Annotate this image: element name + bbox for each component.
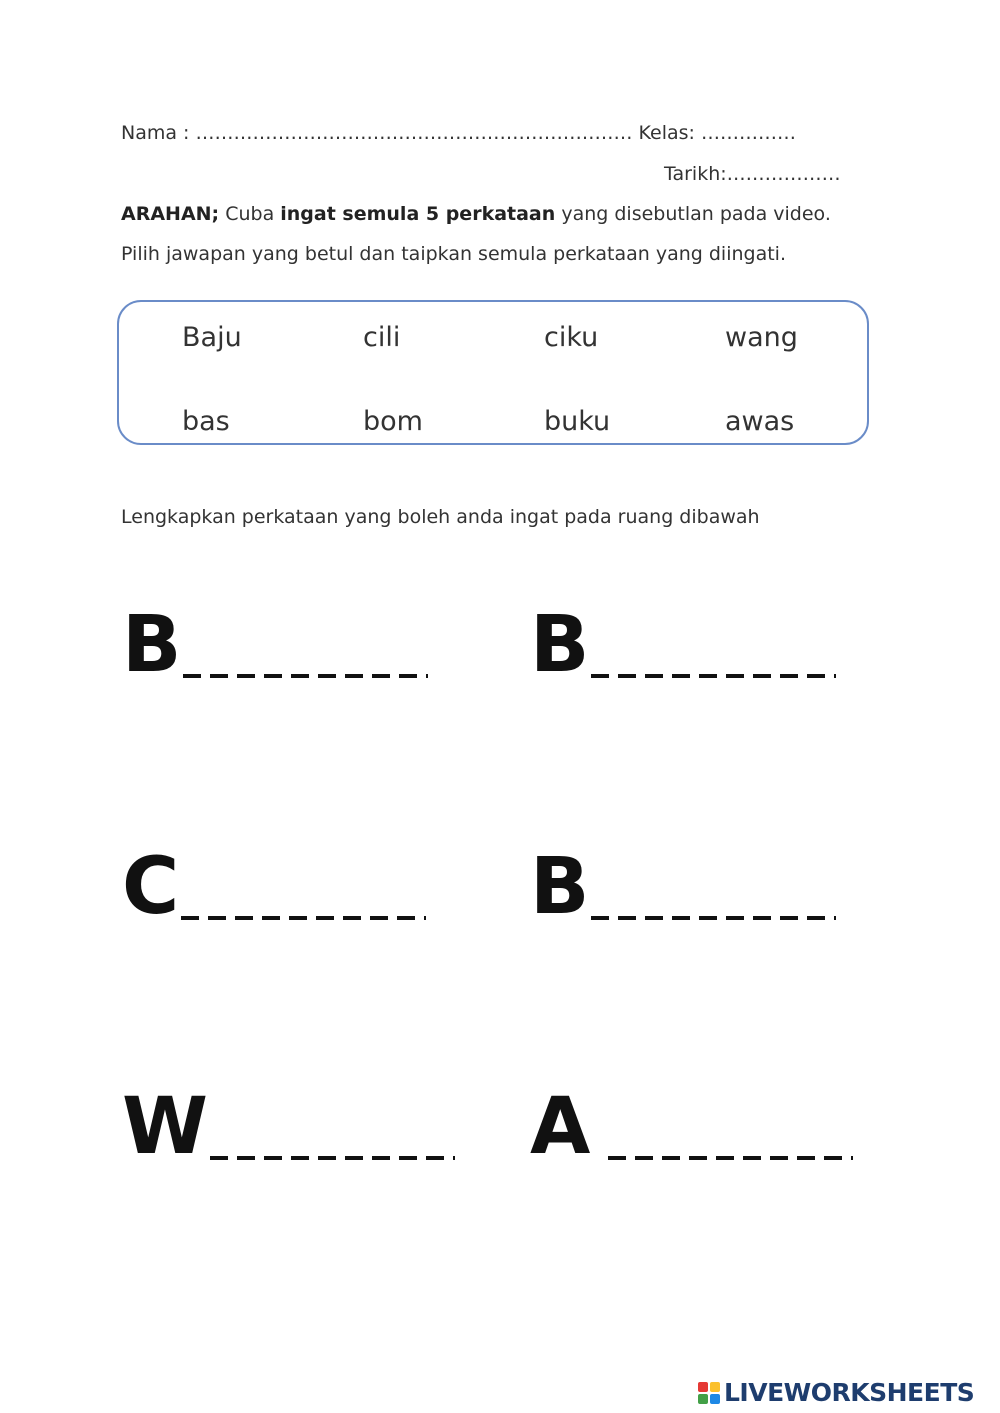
logo-square: [698, 1382, 708, 1392]
answer-blank-3: [122, 842, 426, 932]
word-option[interactable]: buku: [544, 406, 611, 437]
logo-mark-icon: [698, 1382, 720, 1404]
word-option[interactable]: awas: [725, 406, 795, 437]
liveworksheets-logo: [698, 1378, 974, 1407]
logo-square: [710, 1394, 720, 1404]
logo-square: [710, 1382, 720, 1392]
word-option[interactable]: bas: [182, 406, 230, 437]
answer-blank-6: [530, 1082, 853, 1172]
answer-blank-5: [122, 1082, 455, 1172]
completion-instruction: Lengkapkan perkataan yang boleh anda ingat pada ruang dibawah: [121, 506, 760, 528]
instruction-line-2: Pilih jawapan yang betul dan taipkan semula perkataan yang diingati.: [121, 243, 786, 265]
instruction-text-a: Cuba: [219, 203, 281, 225]
instruction-text-b: yang disebutlan pada video.: [555, 203, 831, 225]
instruction-line-1: [121, 203, 831, 225]
word-option[interactable]: bom: [363, 406, 423, 437]
answer-blank-2: [530, 600, 836, 690]
answer-blank-1: [122, 600, 428, 690]
word-bank-box: [117, 300, 869, 445]
instruction-emphasis: ingat semula 5 perkataan: [280, 203, 556, 225]
logo-square: [698, 1394, 708, 1404]
blank-letter: W: [122, 1082, 209, 1172]
answer-input-3[interactable]: [181, 916, 426, 920]
blank-letter: A: [530, 1082, 591, 1172]
answer-blank-4: [530, 842, 836, 932]
answer-input-6[interactable]: [608, 1156, 853, 1160]
blank-letter: C: [122, 842, 180, 932]
answer-input-5[interactable]: [210, 1156, 455, 1160]
blank-letter: B: [122, 600, 182, 690]
word-option[interactable]: cili: [363, 322, 401, 353]
blank-letter: B: [530, 842, 590, 932]
logo-text: LIVEWORKSHEETS: [724, 1378, 975, 1407]
date-line: Tarikh:………………: [664, 163, 841, 185]
answer-input-4[interactable]: [591, 916, 836, 920]
instruction-label: ARAHAN;: [121, 203, 220, 225]
answer-input-2[interactable]: [591, 674, 836, 678]
word-option[interactable]: wang: [725, 322, 798, 353]
name-class-line: Nama : …………………………………………………………… Kelas: ……………: [121, 122, 796, 144]
word-option[interactable]: Baju: [182, 322, 242, 353]
answer-input-1[interactable]: [183, 674, 428, 678]
word-option[interactable]: ciku: [544, 322, 599, 353]
blank-letter: B: [530, 600, 590, 690]
